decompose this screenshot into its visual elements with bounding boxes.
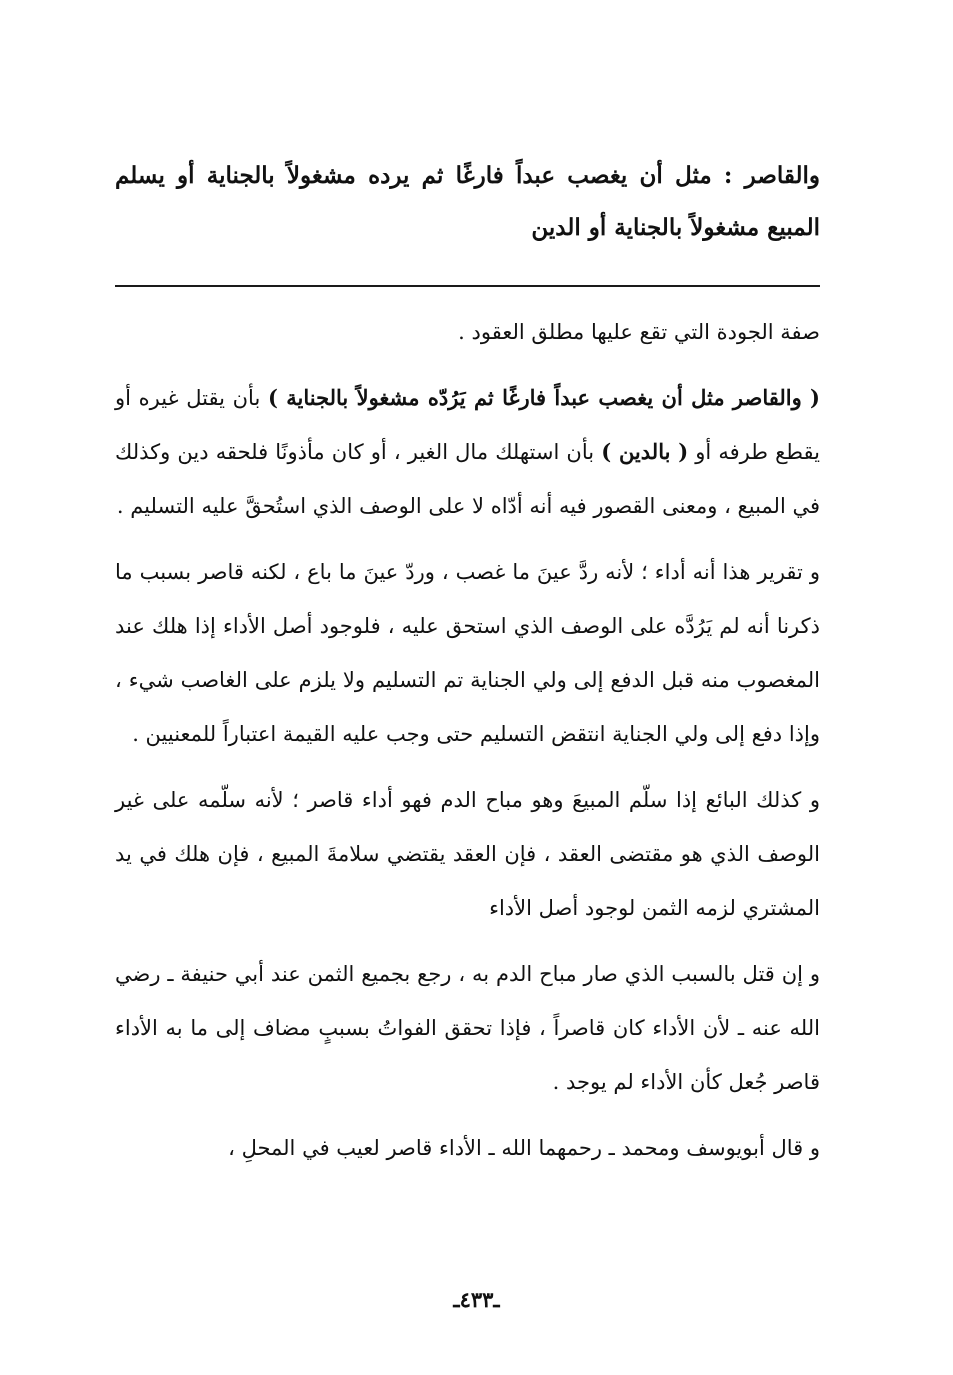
paragraph-qasir-definition bbox=[115, 371, 820, 533]
paragraph-text: بأن استهلك مال الغير ، أو كان مأذونًا فلحقه دين وكذلك في المبيع ، ومعنى القصور فيه أنه أدّاه لا على الوصف الذي استُحقَّ عليه التسليم . bbox=[115, 440, 820, 518]
paragraph-text: بأن يقتل غيره أو يقطع طرفه أو bbox=[115, 386, 820, 464]
paragraph-qatl: و إن قتل بالسبب الذي صار مباح الدم به ، رجع بجميع الثمن عند أبي حنيفة ـ رضي الله عنه ـ لأن الأداء كان قاصراً ، فإذا تحقق الفواتُ بسببٍ مضاف إلى ما به الأداء قاصر جُعل كأن الأداء لم يوجد . bbox=[115, 962, 820, 1094]
commentary-body bbox=[115, 305, 820, 1187]
page-number: ـ٤٣٣ـ bbox=[453, 1287, 500, 1312]
matn-text: والقاصر : مثل أن يغصب عبداً فارغًا ثم يرده مشغولاً بالجناية أو يسلم المبيع مشغولاً بالجناية أو الدين bbox=[115, 162, 820, 241]
quoted-matn: ( بالدين ) bbox=[601, 439, 689, 464]
quoted-matn: ( والقاصر مثل أن يغصب عبداً فارغًا ثم يَرُدّه مشغولاً بالجناية ) bbox=[267, 385, 820, 410]
paragraph-bai: و كذلك البائع إذا سلّم المبيعَ وهو مباح الدم فهو أداء قاصر ؛ لأنه سلّمه على غير الوصف الذي هو مقتضى العقد ، فإن العقد يقتضي سلامةَ المبيع ، فإن هلك في يد المشتري لزمه الثمن لوجود أصل الأداء bbox=[115, 788, 820, 920]
paragraph-qawl: و قال أبويوسف ومحمد ـ رحمهما الله ـ الأداء قاصر لعيب في المحلِ ، bbox=[228, 1136, 820, 1160]
paragraph-taqrir: و تقرير هذا أنه أداء ؛ لأنه ردَّ عينَ ما غصب ، وردّ عينَ ما باع ، لكنه قاصر بسبب ما ذكرنا أنه لم يَرُدَّه على الوصف الذي استحق عليه ، فلوجود أصل الأداء إذا هلك عند المغصوب منه قبل الدفع إلى ولي الجناية تم التسليم ولا يلزم على الغاصب شيء ، وإذا دفع إلى ولي الجناية انتقض التسليم حتى وجب عليه القيمة اعتباراً للمعنيين . bbox=[115, 560, 820, 746]
paragraph-continuation: صفة الجودة التي تقع عليها مطلق العقود . bbox=[458, 320, 820, 344]
separator-line bbox=[115, 285, 820, 287]
